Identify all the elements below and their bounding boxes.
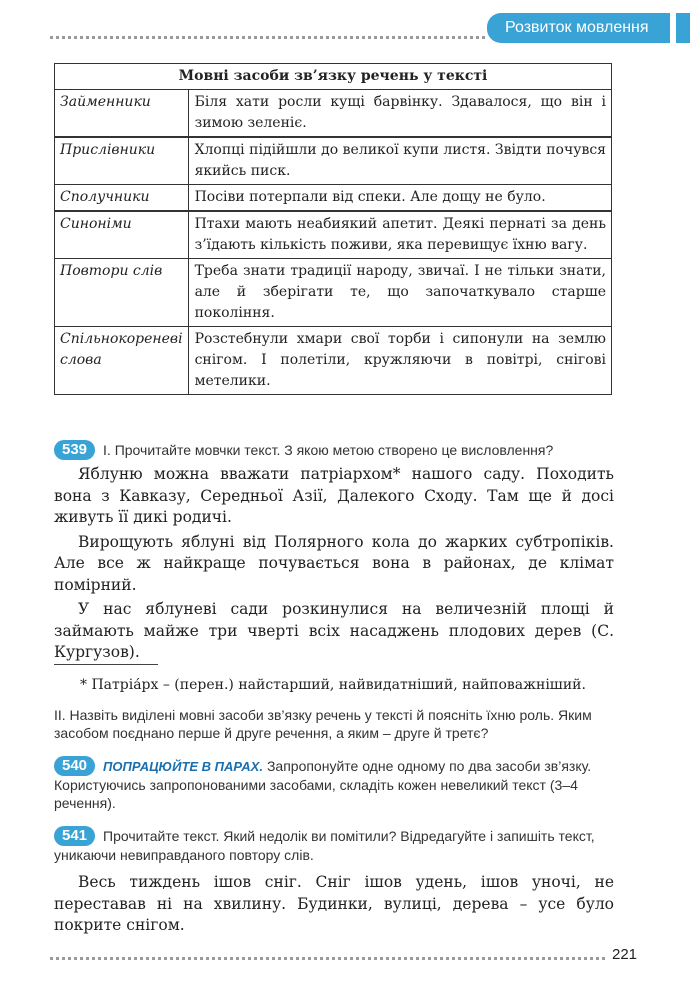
table-row bbox=[55, 259, 612, 327]
pair-work-label: ПОПРАЦЮЙТЕ В ПАРАХ. bbox=[103, 759, 263, 774]
task-number-badge: 540 bbox=[54, 756, 95, 776]
task-541 bbox=[54, 826, 614, 864]
table-row bbox=[55, 90, 612, 138]
task-541-passage bbox=[54, 872, 614, 940]
table-row bbox=[55, 211, 612, 259]
table-example: Хлопці підійшли до великої купи листя. Звідти почувся якийсь писк. bbox=[188, 137, 611, 185]
text-paragraph: Яблуню можна вважати патріархом* нашого саду. Походить вона з Кавказу, Середньої Азії, Далекого Сходу. Там ще й досі живуть її дикі родичі. bbox=[54, 465, 614, 526]
task-number-badge: 539 bbox=[54, 440, 95, 460]
table-term: Прислівники bbox=[55, 137, 189, 185]
table-row bbox=[55, 137, 612, 185]
page-number: 221 bbox=[612, 946, 638, 963]
table-row bbox=[55, 327, 612, 395]
text-paragraph: Вирощують яблуні від Полярного кола до жарких субтропіків. Але все ж найкраще почувається вона в районах, де клімат помірний. bbox=[54, 532, 614, 594]
footnote-divider bbox=[54, 664, 158, 665]
bottom-dotted-rule bbox=[50, 957, 605, 960]
table-term: Повтори слів bbox=[55, 259, 189, 327]
table-example: Посіви потерпали від спеки. Але дощу не було. bbox=[188, 185, 611, 212]
table-row bbox=[55, 185, 612, 212]
top-dotted-rule bbox=[50, 36, 485, 39]
table-term: Спільнокореневі слова bbox=[55, 327, 189, 395]
text-paragraph: Весь тиждень ішов сніг. Сніг ішов удень, ішов уночі, не переставав ні на хвилину. Будинки, вулиці, дерева – усе було покрите снігом. bbox=[54, 873, 614, 934]
table-term: Займенники bbox=[55, 90, 189, 138]
task-number-badge: 541 bbox=[54, 826, 95, 846]
table-example: Птахи мають неабиякий апетит. Деякі пернаті за день з’їдають кількість поживи, яка перевищує їхню вагу. bbox=[188, 211, 611, 259]
connectives-table bbox=[54, 63, 612, 395]
table-title: Мовні засоби зв’язку речень у тексті bbox=[55, 64, 612, 90]
task-539-instruction bbox=[54, 440, 614, 460]
task-instruction: Прочитайте текст. Який недолік ви помітили? Відредагуйте і запишіть текст, уникаючи невиправданого повтору слів. bbox=[54, 828, 595, 863]
task-instruction: Запропонуйте одне одному по два засоби зв’язку. Користуючись запропонованими засобами, складіть кожен невеликий текст (3–4 речення). bbox=[54, 758, 592, 811]
table-example: Розстебнули хмари свої торби і сипонули на землю снігом. І полетіли, кружляючи в повітрі, снігові метелики. bbox=[188, 327, 611, 395]
table-term: Синоніми bbox=[55, 211, 189, 259]
table-example: Біля хати росли кущі барвінку. Здавалося, що він і зимою зеленіє. bbox=[188, 90, 611, 138]
text-paragraph: У нас яблуневі сади розкинулися на величезній площі й займають майже три чверті всіх насаджень плодових дерев (С. Кургузов). bbox=[54, 600, 614, 661]
task-540 bbox=[54, 756, 614, 812]
task-539-text bbox=[54, 464, 614, 667]
edge-tab-marker bbox=[676, 13, 690, 43]
section-tab: Розвиток мовлення bbox=[487, 13, 670, 43]
task-539-instruction-2: II. Назвіть виділені мовні засоби зв’язку речень у тексті й поясніть їхню роль. Яким засобом поєднано перше й друге речення, а яким – друге й третє? bbox=[54, 707, 592, 741]
table-term: Сполучники bbox=[55, 185, 189, 212]
task-instruction: I. Прочитайте мовчки текст. З якою метою створено це висловлення? bbox=[103, 442, 554, 458]
footnote: * Патріа́рх – (перен.) найстарший, найвидатніший, найповажніший. bbox=[80, 677, 586, 693]
table-example: Треба знати традиції народу, звичаї. І не тільки знати, але й зберігати те, що започаткувало старше покоління. bbox=[188, 259, 611, 327]
